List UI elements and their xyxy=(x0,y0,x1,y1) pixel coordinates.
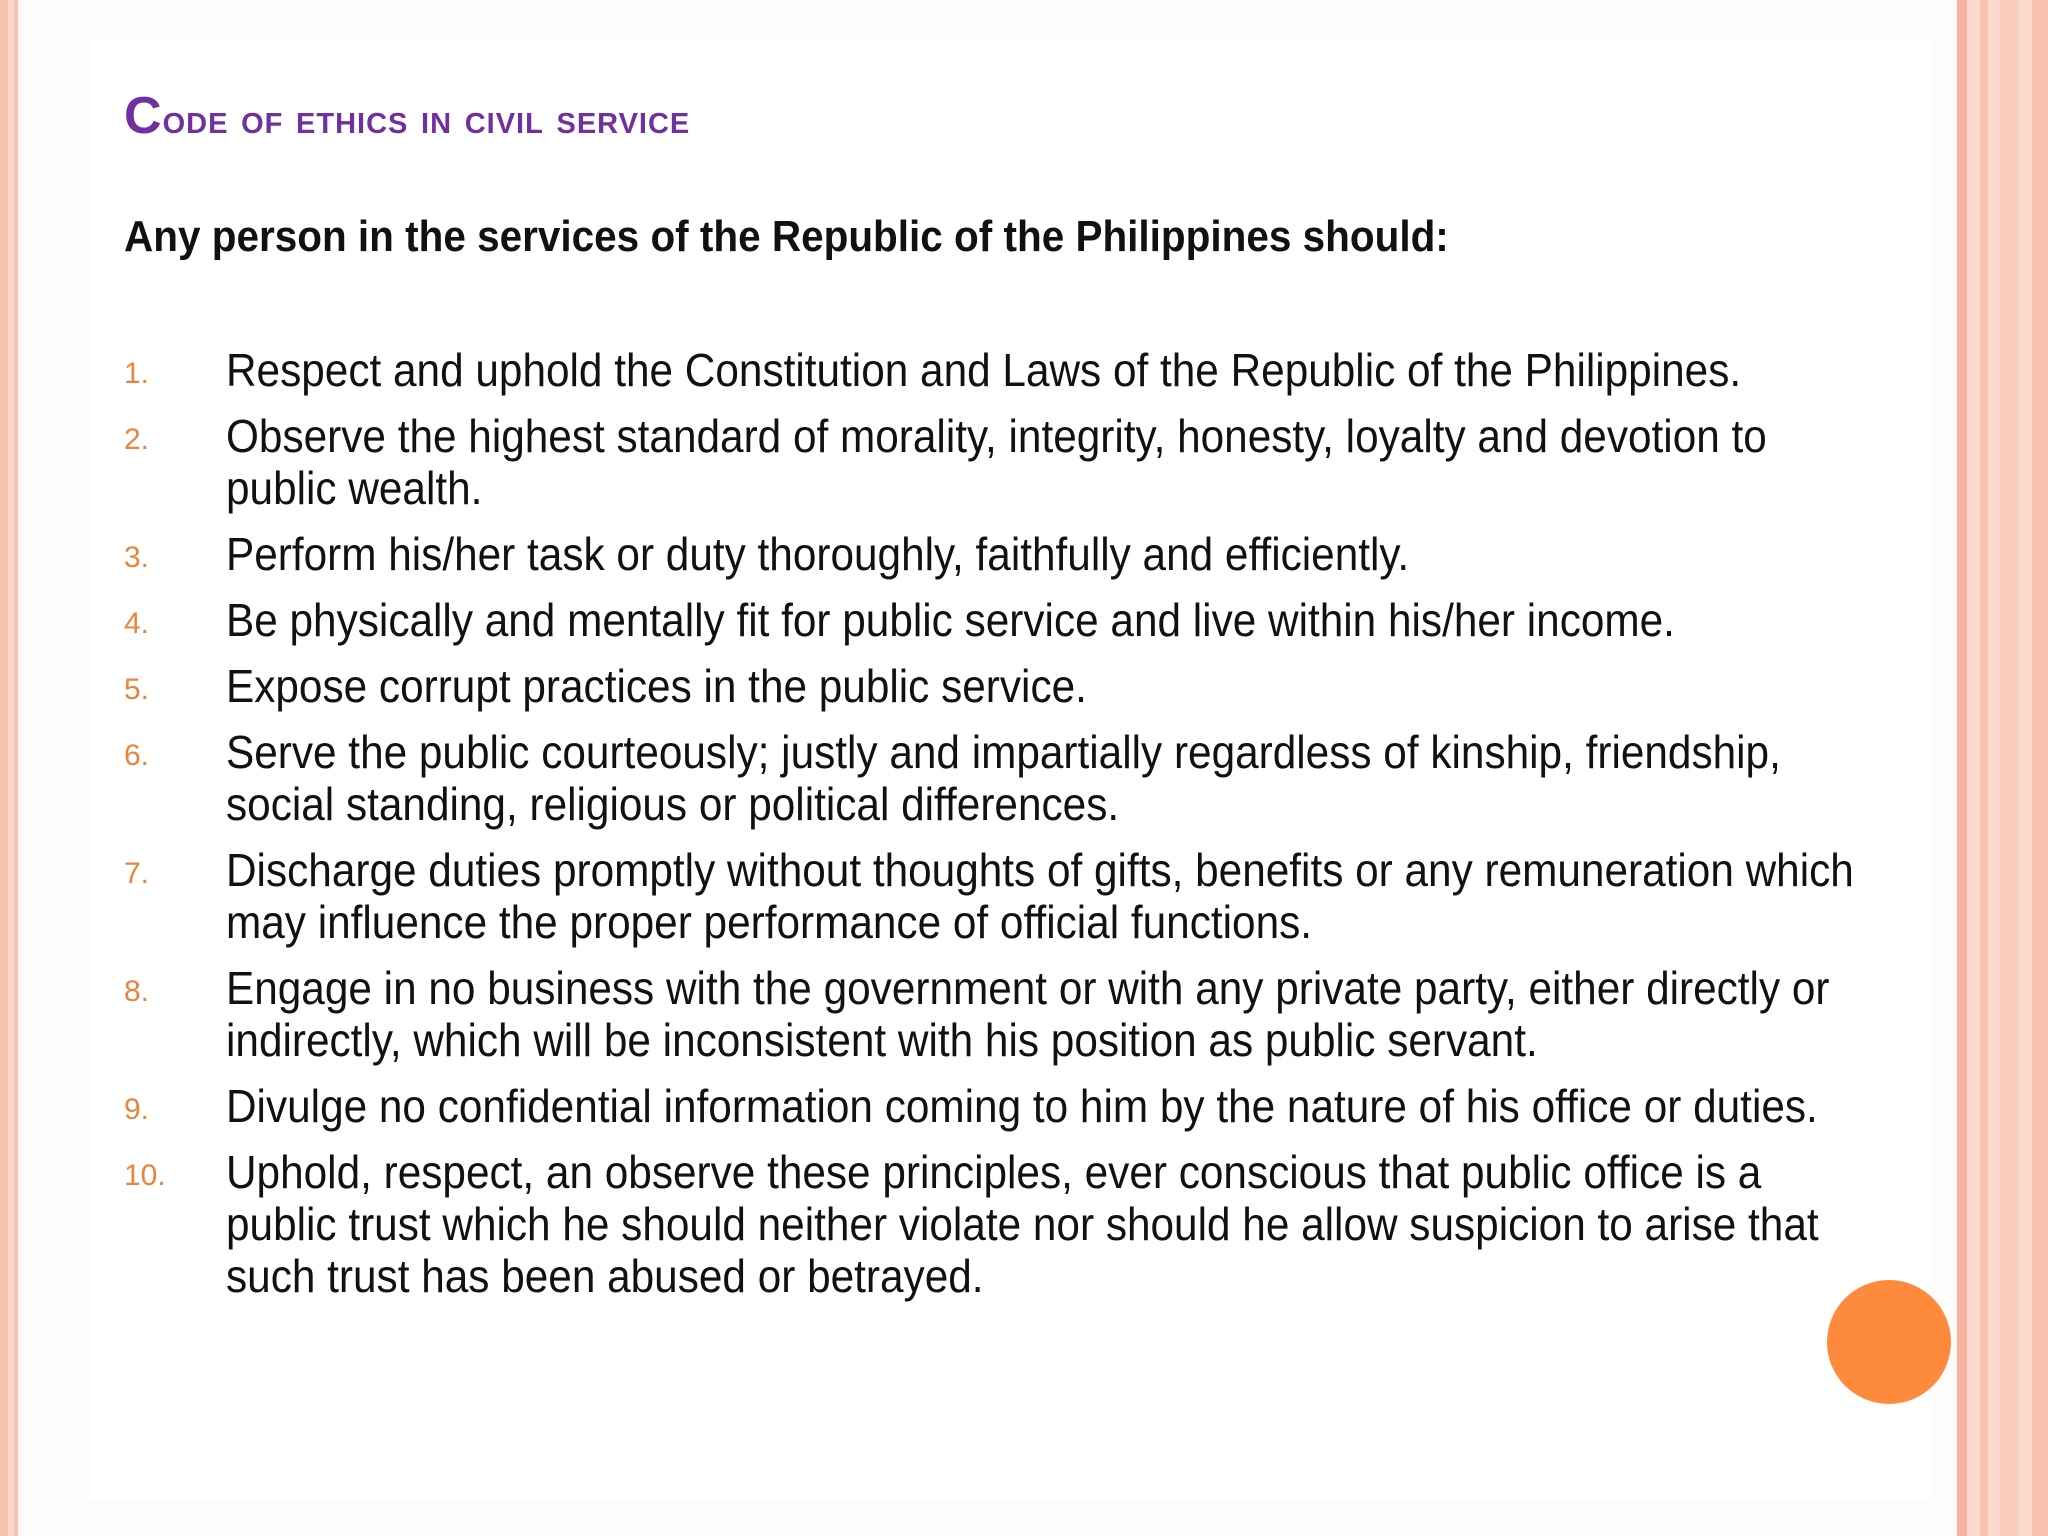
list-item xyxy=(124,344,1874,396)
list-item-number: 8. xyxy=(124,975,150,1008)
list-item-number: 4. xyxy=(124,607,150,640)
left-border-inner-stripe xyxy=(8,0,14,1536)
list-item xyxy=(124,726,1874,830)
list-item-number: 6. xyxy=(124,739,150,772)
list-item xyxy=(124,1146,1874,1302)
list-item-number: 2. xyxy=(124,423,150,456)
slide-title xyxy=(124,86,690,149)
right-border-stripe xyxy=(2000,0,2018,1536)
list-item xyxy=(124,528,1874,580)
list-item-number: 7. xyxy=(124,857,150,890)
list-item-number: 1. xyxy=(124,357,150,390)
list-item-text: Expose corrupt practices in the public service. xyxy=(226,660,1087,712)
list-item xyxy=(124,1080,1874,1132)
list-item-number: 3. xyxy=(124,541,150,574)
list-item-number: 5. xyxy=(124,673,150,706)
list-item-text: Engage in no business with the government or with any private party, either directly or indirectly, which will be inconsistent with his position as public servant. xyxy=(226,962,1830,1066)
list-item xyxy=(124,594,1874,646)
list-item xyxy=(124,844,1874,948)
right-border-stripe xyxy=(2032,0,2048,1536)
list-item-text: Observe the highest standard of morality, integrity, honesty, loyalty and devotion to public wealth. xyxy=(226,410,1767,514)
list-item-number: 10. xyxy=(124,1159,166,1192)
list-item-text: Be physically and mentally fit for public service and live within his/her income. xyxy=(226,594,1675,646)
list-item-text: Perform his/her task or duty thoroughly, faithfully and efficiently. xyxy=(226,528,1410,580)
orange-circle-decoration xyxy=(1827,1280,1951,1404)
slide-title-first-letter: C xyxy=(124,87,163,145)
intro-statement: Any person in the services of the Republic of the Philippines should: xyxy=(124,212,1449,261)
list-item xyxy=(124,962,1874,1066)
slide-title-rest: ode of ethics in civil service xyxy=(162,95,691,142)
list-item xyxy=(124,410,1874,514)
ethics-list xyxy=(124,344,1874,1316)
list-item-number: 9. xyxy=(124,1093,150,1126)
list-item-text: Divulge no confidential information coming to him by the nature of his office or duties. xyxy=(226,1080,1818,1132)
right-border-stripe xyxy=(1980,0,1988,1536)
list-item-text: Uphold, respect, an observe these principles, ever conscious that public office is a public trust which he should neither violate nor should he allow suspicion to arise that such trust has been abused or betrayed. xyxy=(226,1146,1819,1302)
list-item-text: Respect and uphold the Constitution and Laws of the Republic of the Philippines. xyxy=(226,344,1742,396)
list-item xyxy=(124,660,1874,712)
list-item-text: Discharge duties promptly without thoughts of gifts, benefits or any remuneration which may influence the proper performance of official functions. xyxy=(226,844,1854,948)
list-item-text: Serve the public courteously; justly and impartially regardless of kinship, friendship, social standing, religious or political differences. xyxy=(226,726,1781,830)
right-border-stripe xyxy=(1957,0,1967,1536)
